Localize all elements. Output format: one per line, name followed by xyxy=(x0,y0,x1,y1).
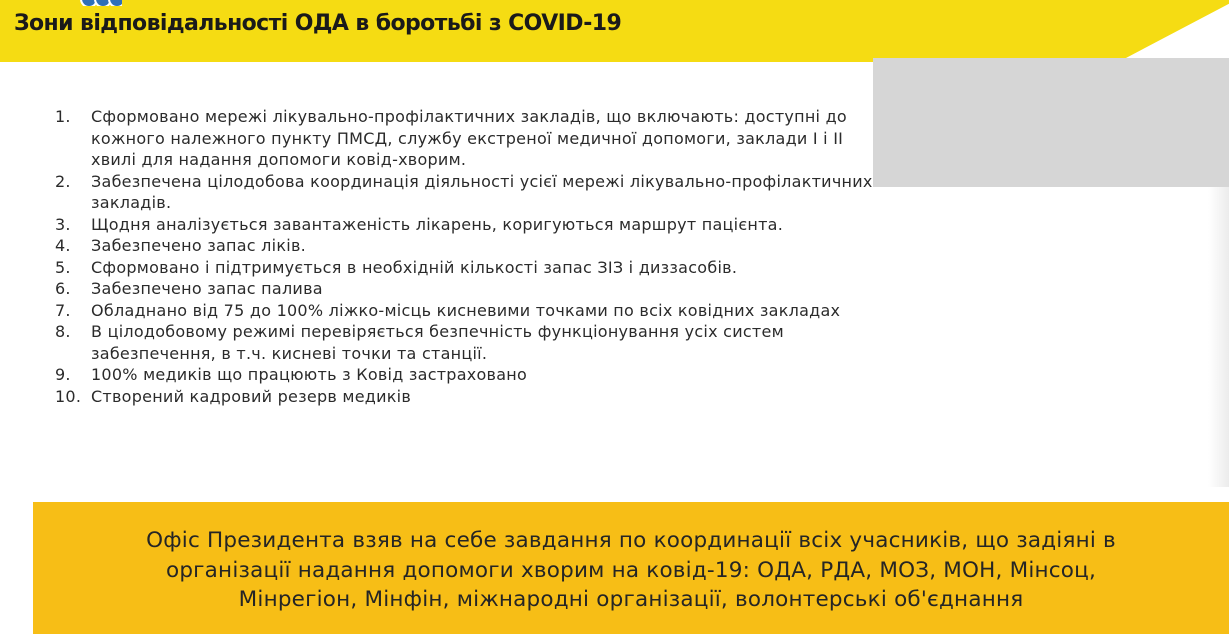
list-item xyxy=(55,364,875,386)
item-number: 1. xyxy=(55,107,71,126)
list-item xyxy=(55,106,875,171)
item-text: Забезпечена цілодобова координація діяльності усієї мережі лікувально-профілактичних закладів. xyxy=(91,171,873,212)
item-text: Сформовано і підтримується в необхідній кількості запас ЗІЗ і диззасобів. xyxy=(91,257,738,277)
item-text: 100% медиків що працюють з Ковід застраховано xyxy=(91,365,528,384)
page-title: Зони відповідальності ОДА в боротьбі з COVID-19 xyxy=(14,11,622,36)
item-text: Забезпечено запас ліків. xyxy=(91,236,306,255)
item-text: Забезпечено запас палива xyxy=(91,279,323,298)
item-number: 2. xyxy=(55,171,71,191)
list-item xyxy=(55,214,875,236)
item-text: Сформовано мережі лікувально-профілактичних закладів, що включають: доступні до кожного належного пункту ПМСД, службу екстреної медичної допомоги, заклади І і ІІ хвилі для надання допомоги ковід-хворим. xyxy=(91,107,847,169)
decorative-edge xyxy=(1208,187,1229,487)
item-text: Обладнано від 75 до 100% ліжко-місць кисневими точками по всіх ковідних закладах xyxy=(91,300,841,320)
list-item xyxy=(55,171,875,214)
list-item xyxy=(55,278,875,300)
item-number: 5. xyxy=(55,257,71,277)
item-text: В цілодобовому режимі перевіряється безпечність функціонування усіх систем забезпечення, в т.ч. кисневі точки та станції. xyxy=(91,322,784,363)
list-item xyxy=(55,321,875,364)
item-number: 6. xyxy=(55,279,71,298)
item-number: 7. xyxy=(55,300,71,320)
note-line: Офіс Президента взяв на себе завдання по координації всіх учасників, що задіяні в xyxy=(146,528,1116,553)
item-number: 10. xyxy=(55,386,82,406)
item-number: 3. xyxy=(55,214,71,234)
item-text: Щодня аналізується завантаженість лікарень, коригуються маршрут пацієнта. xyxy=(91,214,784,234)
list-item xyxy=(55,257,875,279)
item-number: 8. xyxy=(55,322,71,341)
list-item xyxy=(55,300,875,322)
list-item xyxy=(55,235,875,257)
list-item xyxy=(55,386,875,408)
note-line: організації надання допомоги хворим на ковід-19: ОДА, РДА, МОЗ, МОН, Мінсоц, xyxy=(165,557,1096,583)
item-text: Створений кадровий резерв медиків xyxy=(91,386,412,406)
logo-icon xyxy=(80,0,122,6)
item-number: 9. xyxy=(55,365,71,384)
note-line: Мінрегіон, Мінфін, міжнародні організації, волонтерські об'єднання xyxy=(238,587,1024,612)
decorative-panel xyxy=(873,58,1229,187)
note-text xyxy=(33,526,1229,615)
responsibility-list xyxy=(55,106,875,407)
item-number: 4. xyxy=(55,236,71,255)
note-box xyxy=(33,502,1229,634)
